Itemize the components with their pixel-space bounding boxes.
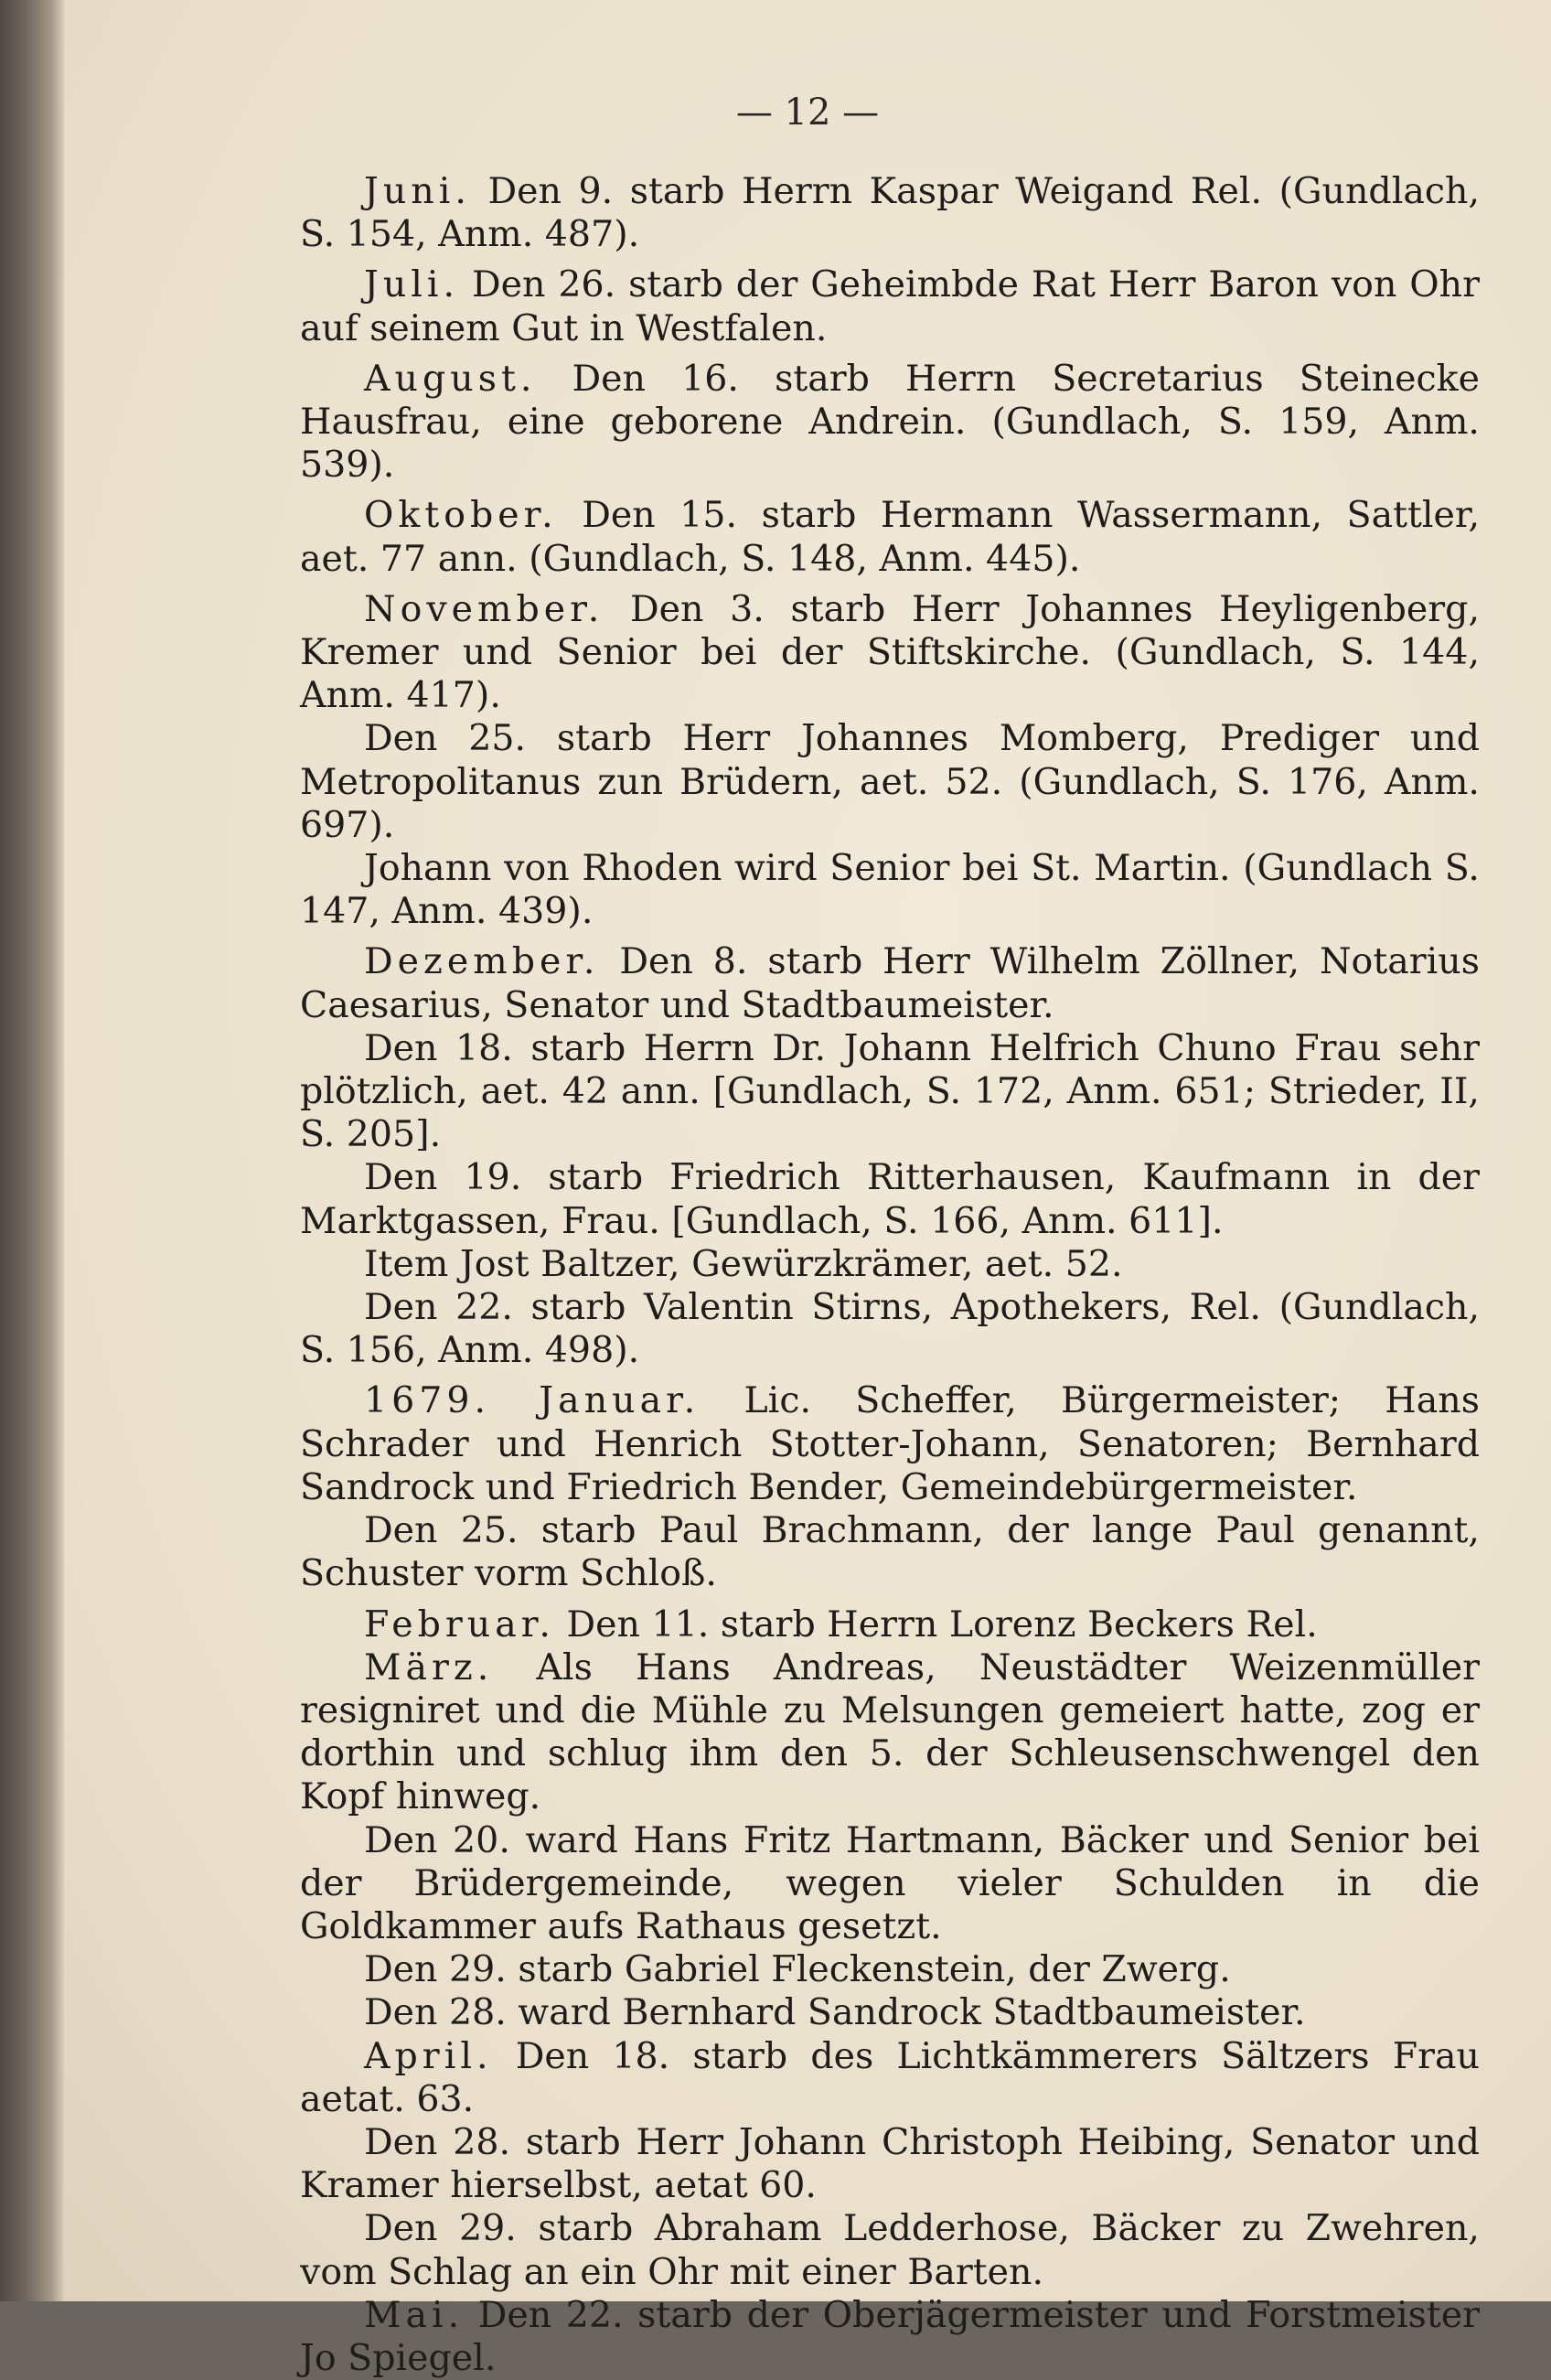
- entry-maerz-28: [300, 1991, 1480, 2034]
- entry-april: [300, 2035, 1480, 2121]
- entry-oktober: [300, 494, 1480, 580]
- entry-maerz: [300, 1646, 1480, 1819]
- entry-dezember: [300, 940, 1480, 1026]
- entry-lead: 1679. Januar.: [364, 1379, 701, 1422]
- entry-text: Den 22. starb Valentin Stirns, Apothekers, Rel. (Gundlach, S. 156, Anm. 498).: [300, 1286, 1480, 1372]
- entry-text: Den 16. starb Herrn Secretarius Steinecke Hausfrau, eine geborene Andrein. (Gundlach, S. 159, Anm. 539).: [300, 357, 1480, 487]
- entry-dezember-18: [300, 1027, 1480, 1157]
- entry-lead: November.: [364, 587, 604, 630]
- entry-text: Den 25. starb Herr Johannes Momberg, Prediger und Metropolitanus zun Brüdern, aet. 52. (Gundlach, S. 176, Anm. 697).: [300, 717, 1480, 846]
- entry-text: Den 29. starb Abraham Ledderhose, Bäcker zu Zwehren, vom Schlag an ein Ohr mit einer Barten.: [300, 2207, 1480, 2293]
- entry-text: Den 22. starb der Oberjägermeister und Forstmeister Jo Spiegel.: [300, 2293, 1480, 2379]
- entry-text: Als Hans Andreas, Neustädter Weizenmüller resigniret und die Mühle zu Melsungen gemeiert hatte, zog er dorthin und schlug ihm den 5. der Schleusenschwengel den Kopf hinweg.: [300, 1646, 1481, 1818]
- entry-november: [300, 588, 1480, 718]
- entry-lead: Oktober.: [364, 494, 558, 537]
- entry-juni: [300, 170, 1480, 256]
- entry-februar: [300, 1603, 1480, 1646]
- entry-text: Den 28. starb Herr Johann Christoph Heibing, Senator und Kramer hierselbst, aetat 60.: [300, 2120, 1480, 2207]
- entry-text: Johann von Rhoden wird Senior bei St. Martin. (Gundlach S. 147, Anm. 439).: [300, 847, 1480, 933]
- entry-dezember-19: [300, 1156, 1480, 1242]
- entry-text: Den 11. starb Herrn Lorenz Beckers Rel.: [566, 1603, 1318, 1646]
- entry-text: Lic. Scheffer, Bürgermeister; Hans Schrader und Henrich Stotter-Johann, Senatoren; Bernhard Sandrock und Friedrich Bender, Gemeindebürgermeister.: [300, 1379, 1480, 1508]
- entry-item-baltzer: [300, 1243, 1480, 1286]
- entry-maerz-20: [300, 1819, 1480, 1949]
- entry-text: Den 19. starb Friedrich Ritterhausen, Kaufmann in der Marktgassen, Frau. [Gundlach, S. 166, Anm. 611].: [300, 1156, 1480, 1242]
- entry-juli: [300, 263, 1480, 349]
- page-number: — 12 —: [735, 91, 880, 134]
- entry-lead: Juli.: [364, 263, 460, 306]
- book-binding-shadow: [0, 0, 64, 2301]
- entry-lead: August.: [364, 357, 537, 400]
- entry-lead: Mai.: [364, 2293, 465, 2336]
- entry-text: Den 29. starb Gabriel Fleckenstein, der Zwerg.: [364, 1948, 1231, 1991]
- entry-april-28: [300, 2121, 1480, 2207]
- entry-lead: Juni.: [364, 170, 471, 212]
- entry-lead: April.: [364, 2034, 493, 2077]
- entry-text: Den 9. starb Herrn Kaspar Weigand Rel. (Gundlach, S. 154, Anm. 487).: [300, 170, 1480, 256]
- entry-text: Den 8. starb Herr Wilhelm Zöllner, Notarius Caesarius, Senator und Stadtbaumeister.: [300, 940, 1480, 1026]
- entry-1679-januar: [300, 1379, 1480, 1509]
- entry-maerz-29: [300, 1948, 1480, 1991]
- entry-text: Den 25. starb Paul Brachmann, der lange Paul genannt, Schuster vorm Schloß.: [300, 1509, 1480, 1595]
- entry-text: Den 15. starb Hermann Wassermann, Sattler, aet. 77 ann. (Gundlach, S. 148, Anm. 445).: [300, 494, 1480, 580]
- entry-text: Den 18. starb Herrn Dr. Johann Helfrich Chuno Frau sehr plötzlich, aet. 42 ann. [Gundlach, S. 172, Anm. 651; Strieder, II, S. 205].: [300, 1026, 1480, 1156]
- entry-text: Den 28. ward Bernhard Sandrock Stadtbaumeister.: [364, 1991, 1306, 2034]
- entry-text: Den 20. ward Hans Fritz Hartmann, Bäcker und Senior bei der Brüdergemeinde, wegen vieler Schulden in die Goldkammer aufs Rathaus gesetzt.: [300, 1818, 1480, 1947]
- entry-lead: März.: [364, 1646, 494, 1689]
- entry-april-29: [300, 2207, 1480, 2293]
- page-body: [300, 170, 1480, 2380]
- entry-november-25: [300, 717, 1480, 847]
- entry-rhoden: [300, 847, 1480, 933]
- entry-dezember-22: [300, 1286, 1480, 1372]
- entry-lead: Dezember.: [364, 940, 600, 983]
- entry-text: Den 3. starb Herr Johannes Heyligenberg, Kremer und Senior bei der Stiftskirche. (Gundlach, S. 144, Anm. 417).: [300, 587, 1480, 717]
- entry-januar-25: [300, 1509, 1480, 1595]
- entry-text: Item Jost Baltzer, Gewürzkrämer, aet. 52.: [364, 1242, 1123, 1285]
- entry-august: [300, 358, 1480, 488]
- entry-lead: Februar.: [364, 1603, 555, 1646]
- entry-text: Den 26. starb der Geheimbde Rat Herr Baron von Ohr auf seinem Gut in Westfalen.: [300, 263, 1480, 349]
- entry-text: Den 18. starb des Lichtkämmerers Sältzers Frau aetat. 63.: [300, 2034, 1480, 2120]
- entry-mai: [300, 2294, 1480, 2380]
